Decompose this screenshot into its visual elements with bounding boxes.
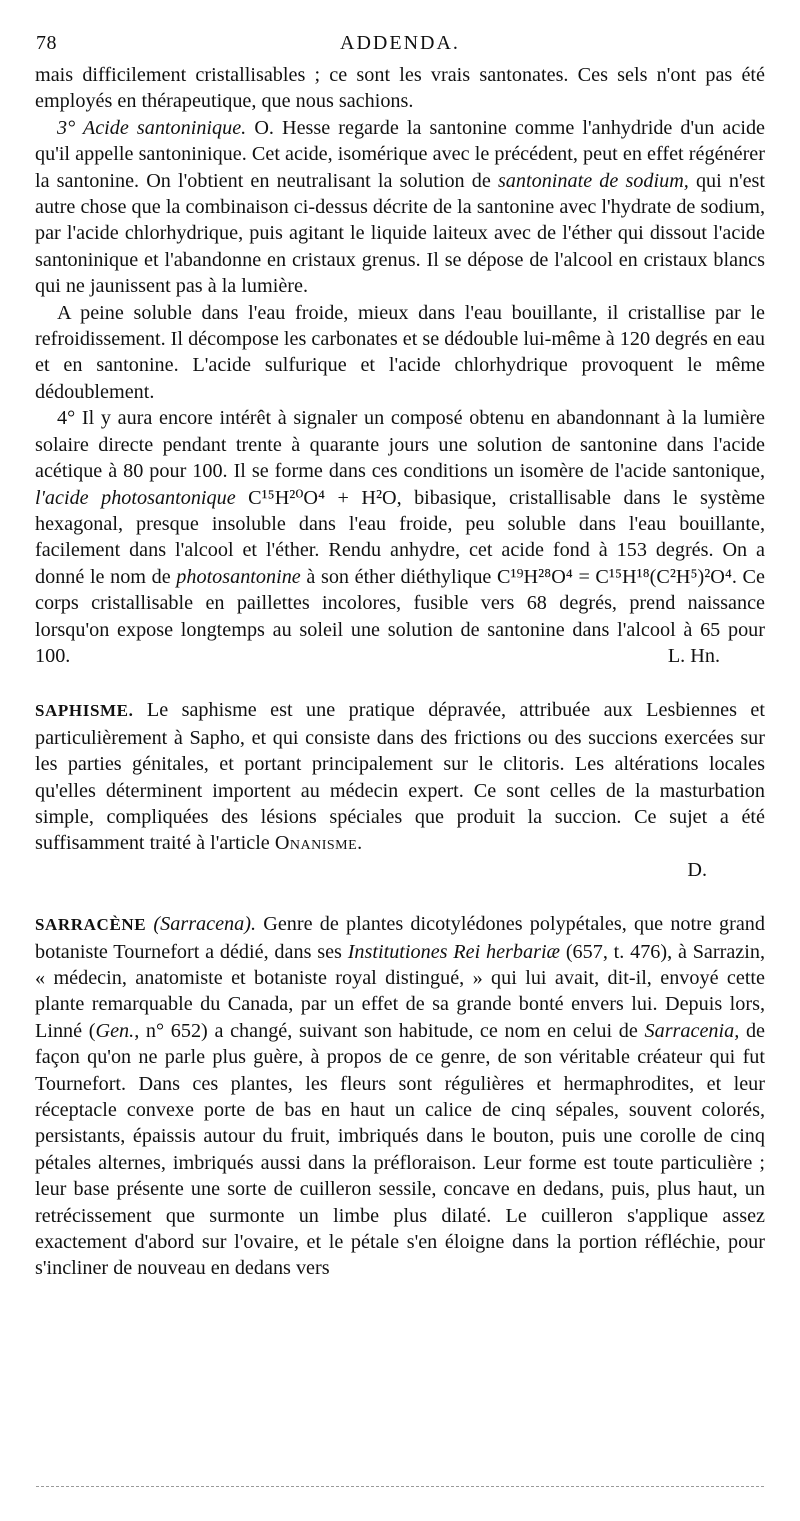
entry-saphisme: SAPHISME. Le saphisme est une pratique dépravée, attribuée aux Lesbiennes et particulièrement à Sapho, et qui consiste dans des frictions ou des succions exercées sur les parties génitales, et portant principalement sur le clitoris. Les altérations locales qu'elles déterminent importent au médecin expert. Ce sont celles de la masturbation simple, compliquées des lésions spéciales que produit la succion. Ce sujet a été suffisamment traité à l'article Onanisme. — [35, 699, 765, 855]
entry-sarracene: SARRACÈNE (Sarracena). Genre de plantes dicotylédones polypétales, que notre grand botaniste Tournefort a dédié, dans ses Institutiones Rei herbariæ (657, t. 476), à Sarrazin, « médecin, anatomiste et botaniste royal distingué, » qui lui avait, dit-il, envoyé cette plante remarquable du Canada, par un effet de sa grande bonté envers lui. Depuis lors, Linné (Gen., n° 652) a changé, suivant son habitude, ce nom en celui de Sarracenia, de façon qu'on ne parle plus guère, à propos de ce genre, de son véritable créateur qui fut Tournefort. Dans ces plantes, les fleurs sont régulières et hermaphrodites, et leur réceptacle convexe porte de bas en haut un calice de cinq sépales, souvent colorés, persistants, épaissis autour du fruit, imbriqués dans le bouton, puis une corolle de cinq pétales alternes, imbriqués aussi dans la préfloraison. Leur forme est toute particulière ; leur base présente une sorte de cuilleron sessile, concave en dedans, puis, plus haut, un retrécissement que surmonte un limbe plus dilaté. Le cuilleron s'applique assez exactement d'abord sur l'ovaire, et le pétale s'en éloigne dans la portion réfléchie, pour s'incliner de nouveau en dedans vers — [35, 913, 766, 1280]
title-genera: Gen. — [95, 1019, 135, 1042]
body-text — [35, 62, 765, 1282]
bottom-rule — [36, 1486, 764, 1487]
headword-saphisme: SAPHISME. — [35, 701, 134, 721]
paragraph-acide-santoninique: 3° Acide santoninique. O. Hesse regarde la santonine comme l'anhydride d'un acide qu'il appelle santoninique. Cet acide, isomérique avec le précédent, peut en effet régénérer la santonine. On l'obtient en neutralisant la solution de santoninate de sodium, qui n'est autre chose que la combinaison ci-dessus décrite de la santonine avec l'hydrate de sodium, par l'acide chlorhydrique, puis agitant le liquide laiteux avec de l'éther qui dissout l'acide santoninique et l'abandonne en cristaux grenus. Il se dépose de l'alcool en cristaux blancs qui ne jaunissent pas à la lumière. — [35, 116, 766, 298]
running-head: ADDENDA. — [340, 32, 460, 54]
signature-santonine: L. Hn. — [667, 644, 720, 667]
signature-saphisme: D. — [687, 858, 707, 881]
cross-reference-onanisme: Onanisme. — [274, 832, 363, 855]
section-label-acide-santoninique: 3° Acide santoninique. — [57, 116, 247, 139]
term-photosantonine: photosantonine — [176, 565, 301, 588]
page-header — [36, 30, 764, 56]
paragraph-santonates: mais difficilement cristallisables ; ce sont les vrais santonates. Ces sels n'ont pas été employés en thérapeutique, que nous sachions. — [35, 64, 765, 113]
entry-spacer — [35, 669, 765, 697]
term-acide-photosantonique: l'acide photosantonique — [35, 486, 236, 509]
paragraph-solubilite: A peine soluble dans l'eau froide, mieux dans l'eau bouillante, il cristallise par le refroidissement. Il décompose les carbonates et se dédouble lui-même à 120 degrés en eau et en santonine. L'acide sulfurique et l'acide chlorhydrique provoquent le même dédoublement. — [35, 301, 765, 403]
paragraph-photosantonique: 4° Il y aura encore intérêt à signaler un composé obtenu en abandonnant à la lumière solaire directe pendant trente à quarante jours une solution de santonine dans l'acide acétique à 80 pour 100. Il se forme dans ces conditions un isomère de l'acide santonique, l'acide photosantonique C¹⁵H²⁰O⁴ + H²O, bibasique, cristallisable dans le système hexagonal, presque insoluble dans l'eau froide, peu soluble dans l'eau bouillante, facilement dans l'alcool et l'éther. Rendu anhydre, cet acide fond à 153 degrés. On a donné le nom de photosantonine à son éther diéthylique C¹⁹H²⁸O⁴ = C¹⁵H¹⁸(C²H⁵)²O⁴. Ce corps cristallisable en paillettes incolores, fusible vers 68 degrés, prend naissance lorsqu'on expose longtemps au soleil une solution de santonine dans l'alcool à 65 pour 100. — [35, 407, 765, 667]
entry-spacer — [35, 883, 765, 911]
headword-sarracene: SARRACÈNE — [35, 915, 147, 935]
term-santoninate: santoninate de sodium, — [497, 169, 689, 192]
term-sarracenia: Sarracenia, — [644, 1019, 740, 1042]
latin-name: (Sarracena). — [153, 913, 257, 936]
page-number: 78 — [36, 32, 57, 54]
title-institutiones: Institutiones Rei herbariæ — [347, 940, 561, 963]
